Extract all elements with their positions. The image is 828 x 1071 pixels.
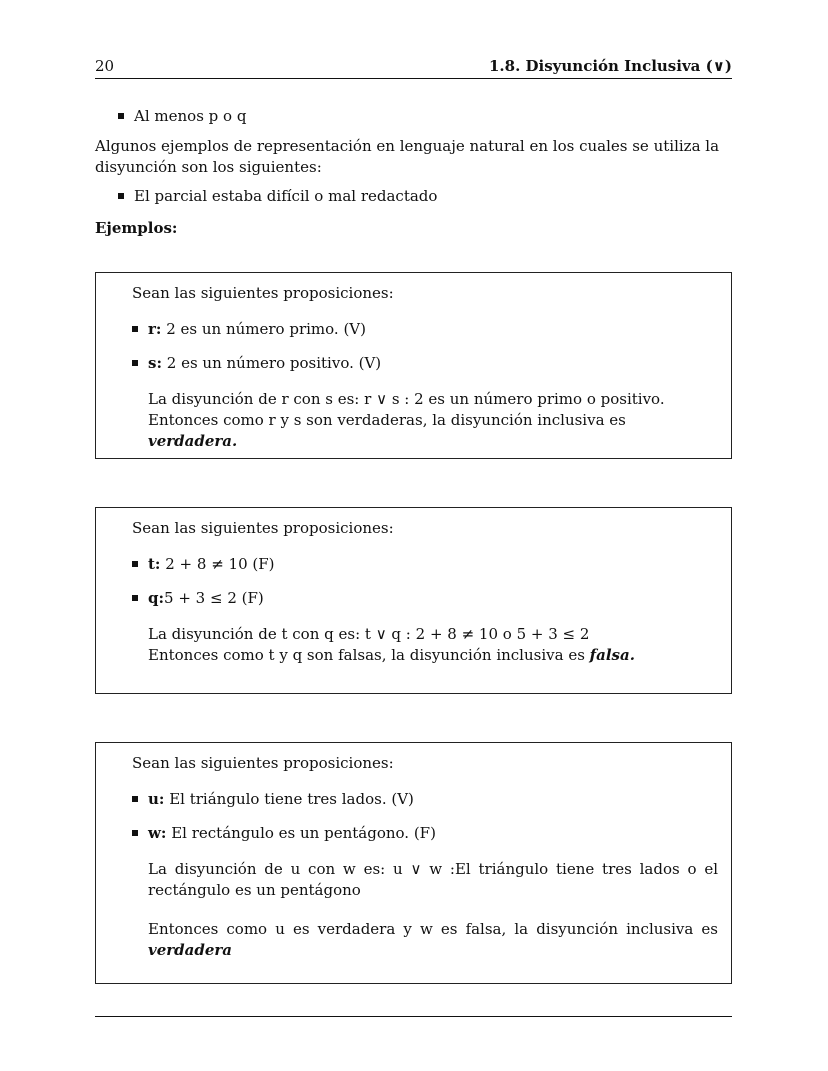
conclusion-line: Entonces como t y q son falsas, la disyunción inclusiva es falsa. (148, 646, 635, 664)
examples-heading: Ejemplos: (95, 219, 178, 237)
proposition-text: 5 + 3 ≤ 2 (F) (164, 589, 264, 607)
proposition-label: u: (148, 790, 165, 808)
box-intro: Sean las siguientes proposiciones: (132, 519, 394, 537)
box-conclusion-2: Entonces como u es verdadera y w es falsa, la disyunción inclusiva es verdadera (148, 920, 718, 959)
proposition-label: q: (148, 589, 165, 607)
proposition-u (132, 789, 414, 810)
proposition-s (132, 353, 381, 374)
list-item-example (118, 186, 437, 207)
bullet-icon (132, 561, 138, 567)
example-box-2 (95, 507, 732, 694)
section-title: 1.8. Disyunción Inclusiva (∨) (488, 57, 732, 75)
proposition-text: 2 es un número positivo. (V) (161, 354, 382, 372)
list-item-text: El parcial estaba difícil o mal redactado (134, 187, 438, 205)
proposition-label: s: (148, 354, 162, 372)
bullet-icon (132, 360, 138, 366)
proposition-t (132, 554, 275, 575)
truth-value: verdadera. (148, 432, 238, 450)
truth-value: verdadera (148, 941, 233, 959)
proposition-label: r: (148, 320, 162, 338)
proposition-label: w: (148, 824, 167, 842)
proposition-w (132, 823, 436, 844)
conclusion-line: La disyunción de r con s es: r ∨ s : 2 es un número primo o positivo. (148, 390, 665, 408)
proposition-r (132, 319, 366, 340)
list-item-text: Al menos p o q (134, 107, 247, 125)
box-intro: Sean las siguientes proposiciones: (132, 754, 394, 772)
example-box-1 (95, 272, 732, 459)
proposition-text: 2 + 8 ≠ 10 (F) (160, 555, 275, 573)
proposition-q (132, 588, 264, 609)
footer-rule (95, 1016, 732, 1017)
example-box-3 (95, 742, 732, 984)
intro-paragraph: Algunos ejemplos de representación en lenguaje natural en los cuales se utiliza la disyunción son los siguientes: (95, 137, 720, 176)
box-conclusion (148, 389, 718, 452)
bullet-icon (132, 326, 138, 332)
box-conclusion: La disyunción de u con w es: u ∨ w :El triángulo tiene tres lados o el rectángulo es un pentágono (148, 860, 718, 899)
page-number: 20 (95, 57, 115, 75)
truth-value: falsa. (589, 646, 635, 664)
box-conclusion (148, 624, 718, 666)
list-item-top (118, 106, 246, 127)
box-intro: Sean las siguientes proposiciones: (132, 284, 394, 302)
bullet-icon (132, 796, 138, 802)
running-header (95, 56, 732, 79)
bullet-icon (118, 193, 124, 199)
proposition-text: El triángulo tiene tres lados. (V) (164, 790, 414, 808)
bullet-icon (118, 113, 124, 119)
proposition-text: El rectángulo es un pentágono. (F) (166, 824, 436, 842)
bullet-icon (132, 595, 138, 601)
proposition-label: t: (148, 555, 161, 573)
proposition-text: 2 es un número primo. (V) (161, 320, 366, 338)
bullet-icon (132, 830, 138, 836)
conclusion-line: Entonces como r y s son verdaderas, la disyunción inclusiva es verdadera. (148, 411, 626, 450)
conclusion-line: La disyunción de t con q es: t ∨ q : 2 + 8 ≠ 10 o 5 + 3 ≤ 2 (148, 625, 590, 643)
